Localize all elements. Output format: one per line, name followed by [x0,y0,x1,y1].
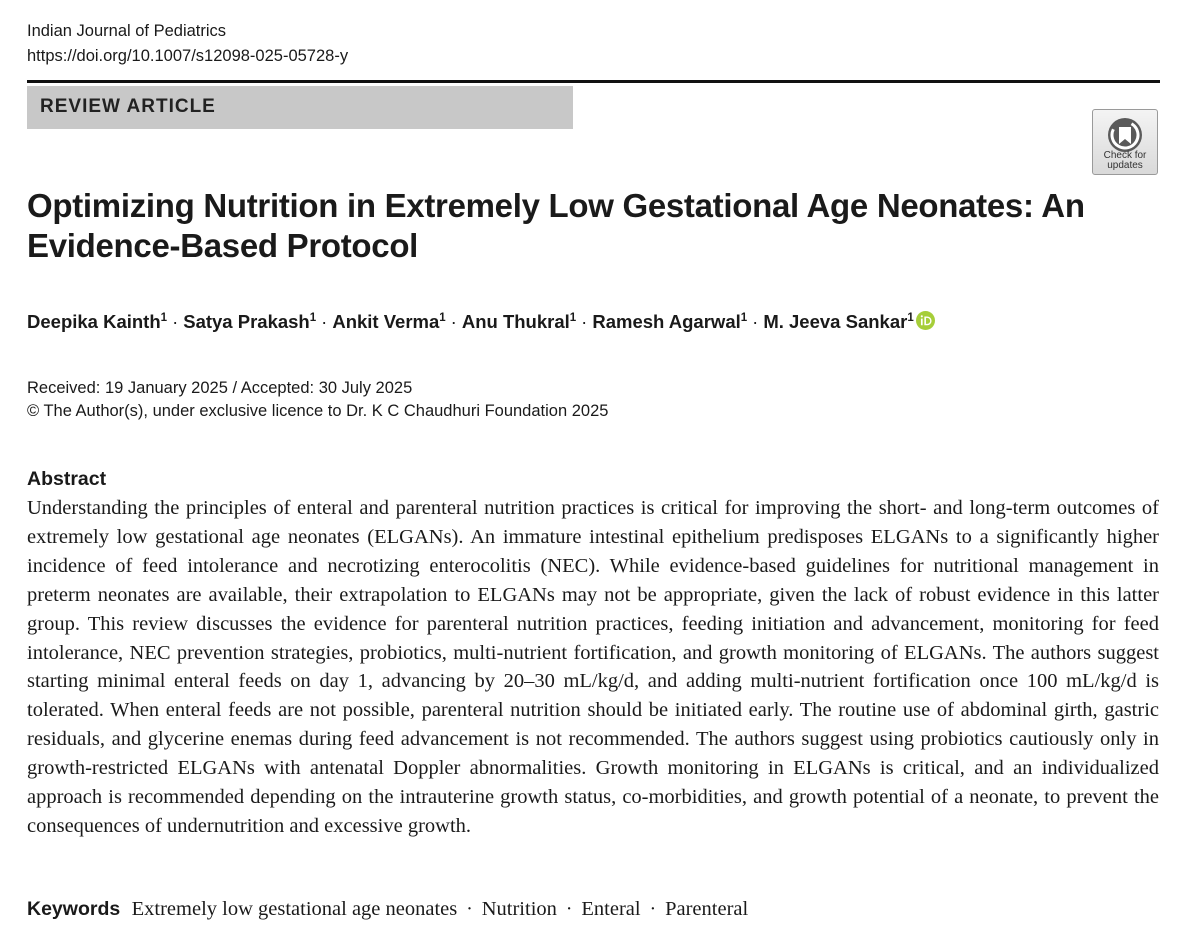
keywords-label: Keywords [27,898,121,920]
copyright-licence: © The Author(s), under exclusive licence to Dr. K C Chaudhuri Foundation 2025 [27,402,609,420]
article-type-label: REVIEW ARTICLE [40,96,216,117]
doi-link[interactable]: https://doi.org/10.1007/s12098-025-05728-y [27,47,349,65]
author-separator: · [752,311,759,332]
check-for-updates-icon [1106,116,1144,154]
author-name[interactable]: M. Jeeva Sankar [763,311,908,332]
author-name[interactable]: Deepika Kainth [27,311,161,332]
keyword: Enteral [581,898,641,920]
author-name[interactable]: Satya Prakash [183,311,310,332]
author-separator: · [321,311,328,332]
author-affiliation: 1 [740,311,748,324]
keywords-line [27,895,748,924]
keyword-separator: · [466,899,473,920]
orcid-icon[interactable] [916,311,935,330]
keyword: Parenteral [665,898,749,920]
abstract-text: Understanding the principles of enteral and parenteral nutrition practices is critical for improving the short- and long-term outcomes of extremely low gestational age neonates (ELGANs). An immature intestinal epithelium predisposes ELGANs to a significantly higher incidence of feed intolerance and necrotizing enterocolitis (NEC). While evidence-based guidelines for nutritional management in preterm neonates are available, their extrapolation to ELGANs may not be appropriate, given the lack of robust evidence in this latter group. This review discusses the evidence for parenteral nutrition practices, feeding initiation and advancement, monitoring for feed intolerance, NEC prevention strategies, probiotics, multi-nutrient fortification, and growth monitoring of ELGANs. The authors suggest starting minimal enteral feeds on day 1, advancing by 20–30 mL/kg/d, and adding multi-nutrient fortification once 100 mL/kg/d is tolerated. When enteral feeds are not possible, parenteral nutrition should be initiated early. The routine use of abdominal girth, gastric residuals, and glycerine enemas during feed advancement is not recommended. The authors suggest using probiotics cautiously only in growth-restricted ELGANs with antenatal Doppler abnormalities. Growth monitoring in ELGANs is critical, and an individualized approach is recommended depending on the intrauterine growth status, co-morbidities, and growth potential of a neonate, to prevent the consequences of undernutrition and excessive growth. [27,497,1159,837]
author-affiliation: 1 [439,311,446,324]
author-name[interactable]: Ramesh Agarwal [592,311,741,332]
author-separator: · [450,311,457,332]
header-rule [27,80,1160,83]
author-affiliation: 1 [160,311,168,324]
author-separator: · [172,311,179,332]
keyword: Extremely low gestational age neonates [131,898,458,920]
article-type-band [27,86,573,129]
keyword-separator: · [649,899,657,920]
check-for-updates-button[interactable] [1092,109,1158,175]
author-name[interactable]: Anu Thukral [461,311,570,332]
author-affiliation: 1 [907,311,914,324]
check-for-updates-label: Check for updates [1103,150,1147,171]
received-accepted-dates: Received: 19 January 2025 / Accepted: 30 July 2025 [27,379,413,397]
keyword: Nutrition [481,898,557,920]
author-separator: · [581,311,588,332]
keyword-separator: · [565,899,573,920]
abstract-heading: Abstract [27,468,107,490]
author-list [27,309,935,335]
journal-name: Indian Journal of Pediatrics [27,22,227,40]
author-name[interactable]: Ankit Verma [332,311,440,332]
article-title: Optimizing Nutrition in Extremely Low Gestational Age Neonates: An Evidence-Based Protocol [27,187,1085,264]
author-affiliation: 1 [569,311,577,324]
author-affiliation: 1 [309,311,317,324]
